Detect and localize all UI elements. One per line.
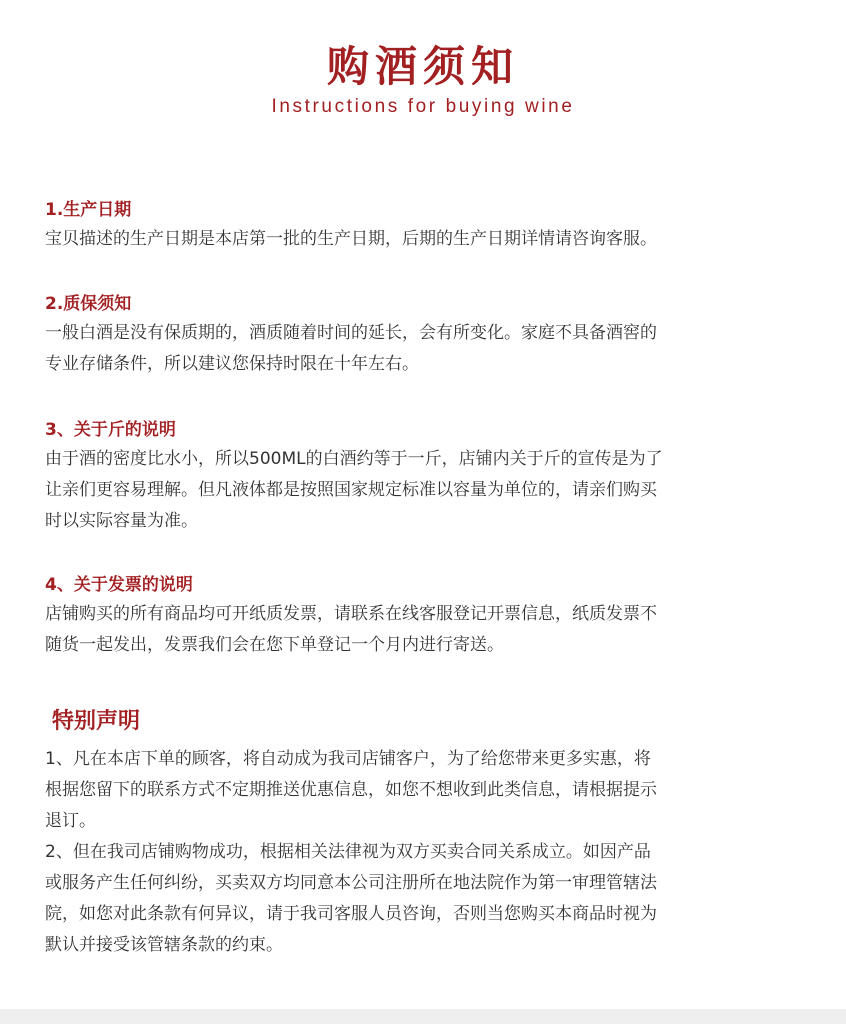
section-invoice	[45, 573, 805, 661]
section-body	[45, 318, 805, 380]
section-heading: 2.质保须知	[45, 294, 132, 314]
statement-line: 2、但在我司店铺购物成功，根据相关法律视为双方买卖合同关系成立。如因产品	[45, 842, 651, 862]
section-body	[45, 444, 805, 537]
section-line: 随货一起发出，发票我们会在您下单登记一个月内进行寄送。	[45, 635, 504, 655]
page-title: 购酒须知	[326, 42, 519, 91]
section-line: 由于酒的密度比水小，所以500ML的白酒约等于一斤，店铺内关于斤的宣传是为了	[45, 449, 663, 469]
section-heading: 1.生产日期	[45, 200, 132, 220]
section-line: 专业存储条件，所以建议您保持时限在十年左右。	[45, 354, 419, 374]
section-line: 时以实际容量为准。	[45, 511, 198, 531]
statement-line: 或服务产生任何纠纷，买卖双方均同意本公司注册所在地法院作为第一审理管辖法	[45, 873, 657, 893]
section-line: 店铺购买的所有商品均可开纸质发票，请联系在线客服登记开票信息，纸质发票不	[45, 604, 657, 624]
section-warranty	[45, 292, 805, 380]
special-statement-body	[45, 744, 805, 961]
statement-line: 根据您留下的联系方式不定期推送优惠信息，如您不想收到此类信息，请根据提示	[45, 780, 657, 800]
section-jin-explanation	[45, 418, 805, 537]
statement-line: 1、凡在本店下单的顾客，将自动成为我司店铺客户，为了给您带来更多实惠，将	[45, 749, 651, 769]
section-production-date	[45, 198, 805, 255]
section-body	[45, 599, 805, 661]
section-line: 一般白酒是没有保质期的，酒质随着时间的延长，会有所变化。家庭不具备酒窖的	[45, 323, 657, 343]
section-line: 宝贝描述的生产日期是本店第一批的生产日期，后期的生产日期详情请咨询客服。	[45, 229, 657, 249]
section-heading: 3、关于斤的说明	[45, 420, 176, 440]
section-body	[45, 224, 805, 255]
page-subtitle: Instructions for buying wine	[271, 96, 575, 117]
section-heading: 4、关于发票的说明	[45, 575, 193, 595]
footer-band	[0, 1009, 846, 1024]
statement-line: 院，如您对此条款有何异议，请于我司客服人员咨询，否则当您购买本商品时视为	[45, 904, 657, 924]
statement-line: 默认并接受该管辖条款的约束。	[45, 935, 283, 955]
section-line: 让亲们更容易理解。但凡液体都是按照国家规定标准以容量为单位的，请亲们购买	[45, 480, 657, 500]
statement-line: 退订。	[45, 811, 96, 831]
special-statement-heading: 特别声明	[52, 709, 141, 734]
